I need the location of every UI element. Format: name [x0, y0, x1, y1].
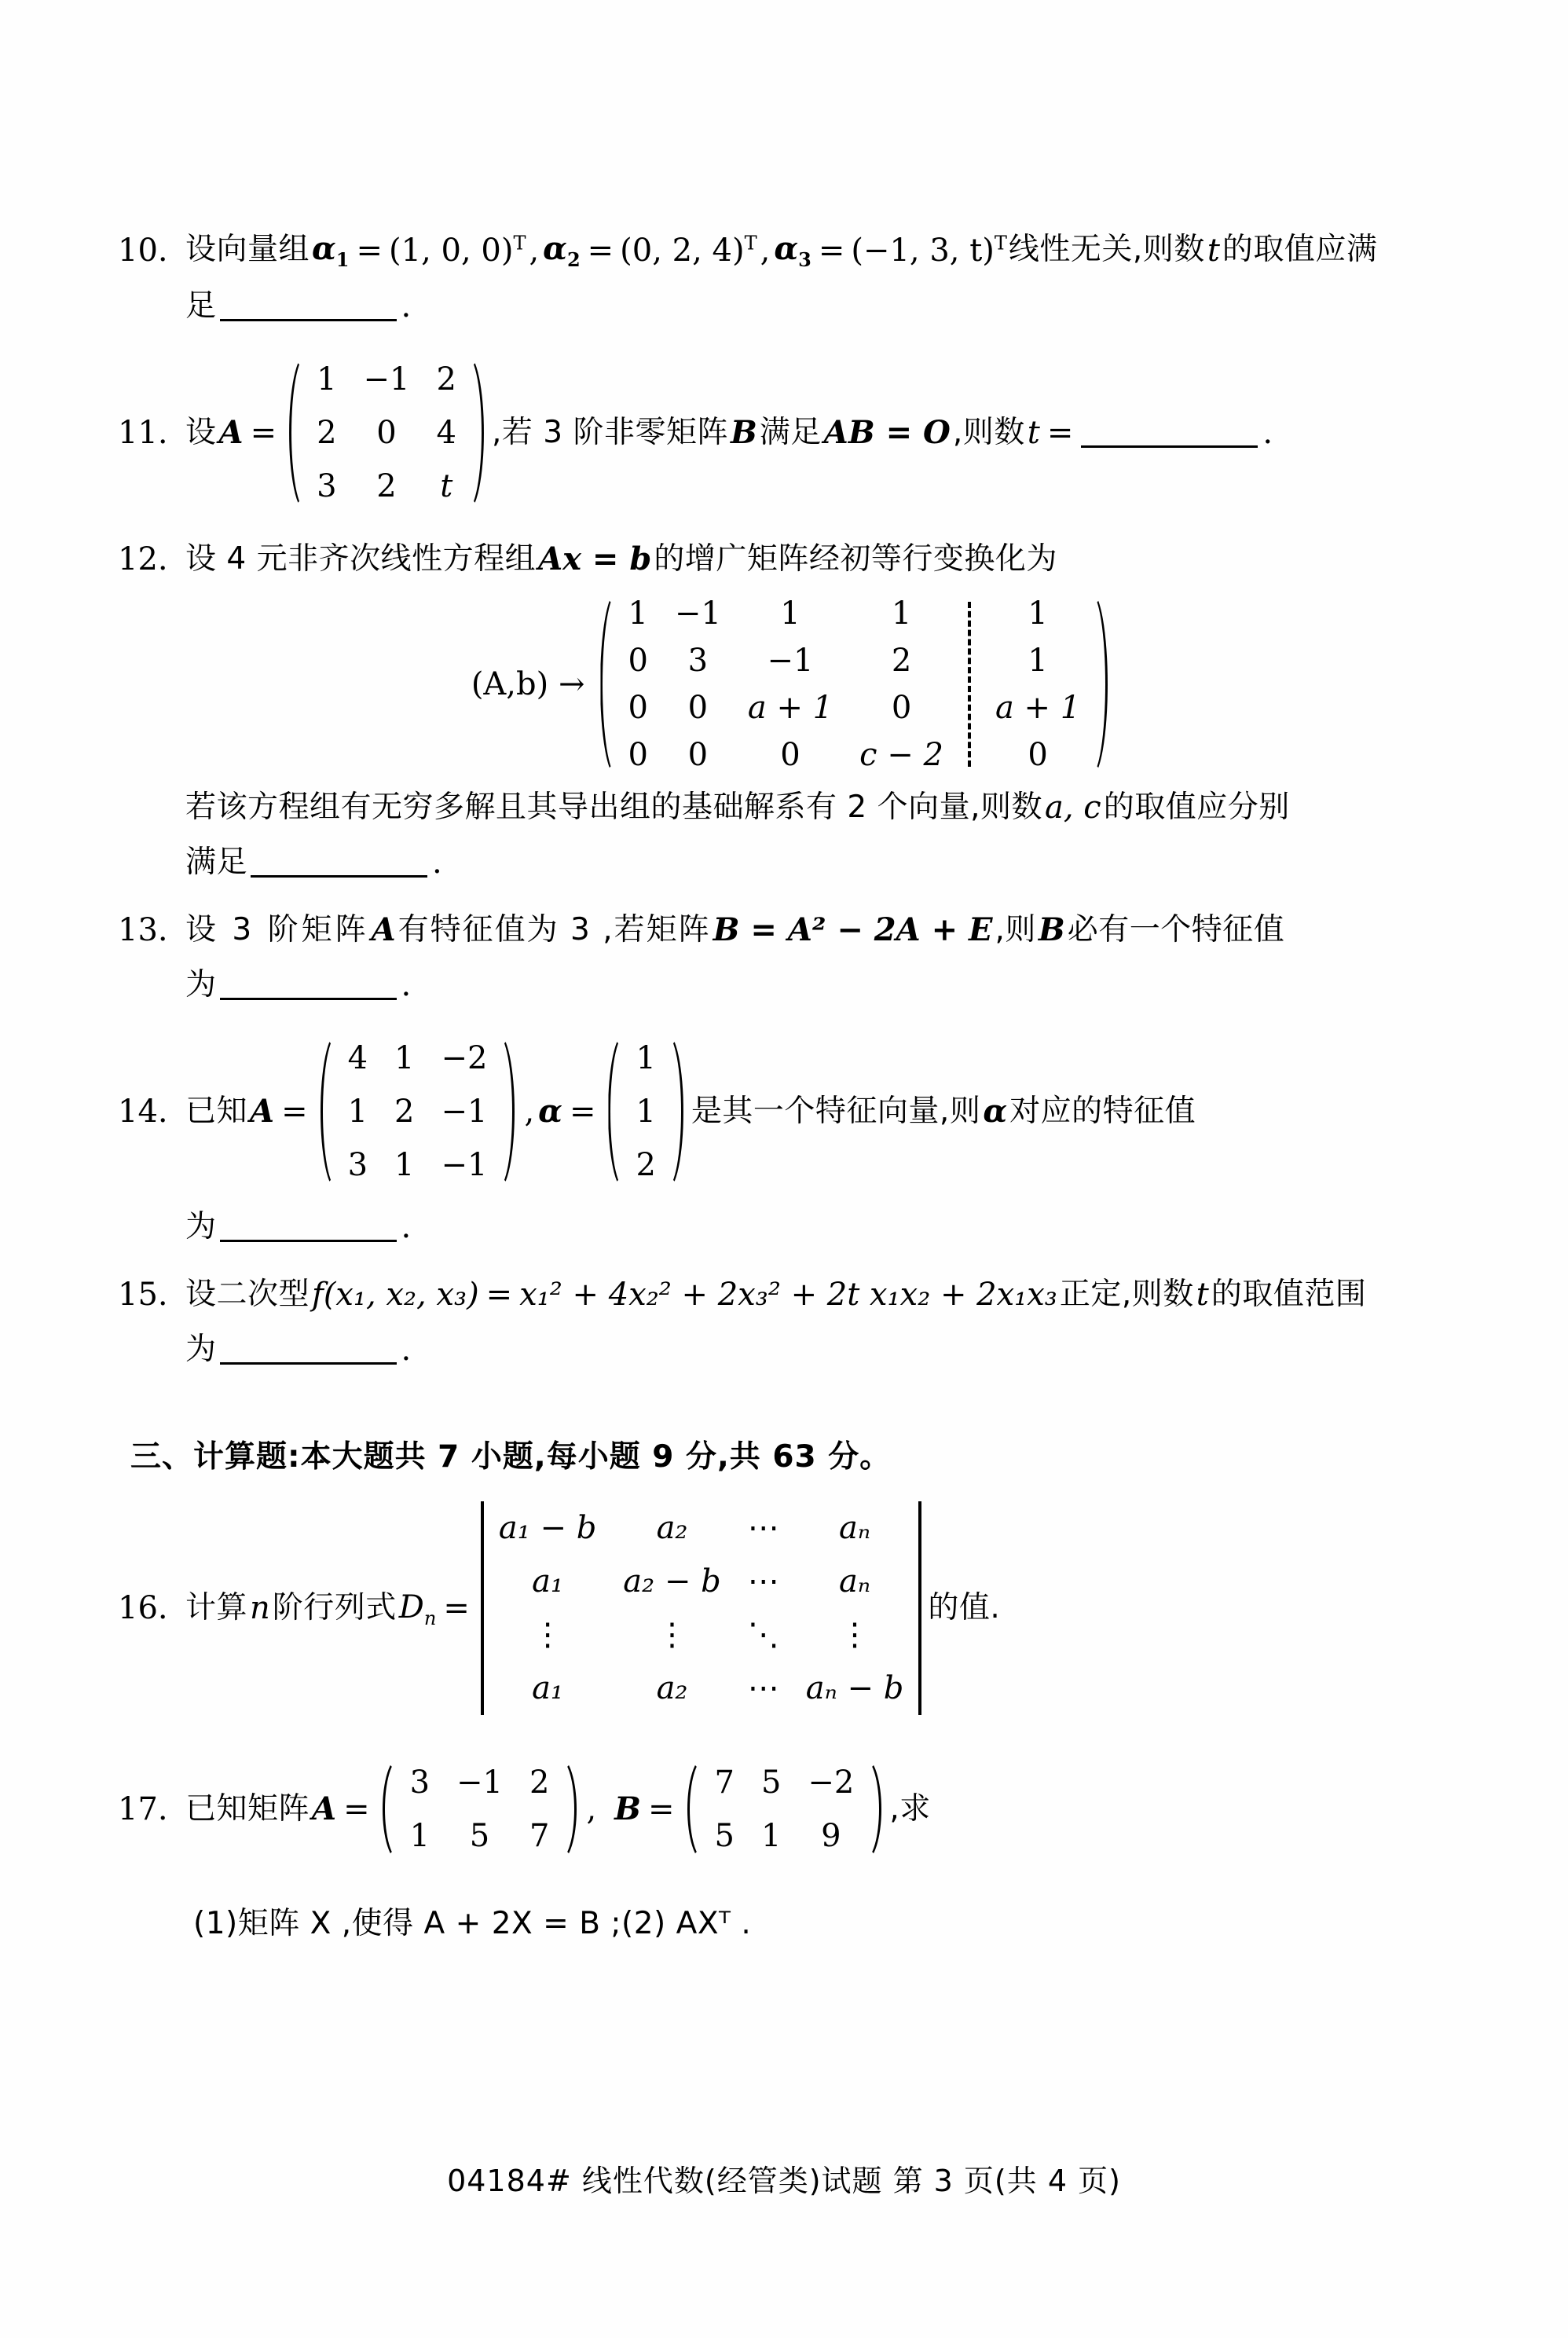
matrix-cell: 5 [714, 1818, 735, 1855]
matrix-cell: aₙ [839, 1563, 871, 1600]
left-paren [684, 1756, 702, 1863]
matrix-cell: 0 [1028, 737, 1048, 774]
quadratic-form-f: f(x₁, x₂, x₃) [312, 1277, 479, 1314]
matrix-cell: a₁ [532, 1670, 564, 1707]
answer-blank-10[interactable] [220, 292, 397, 321]
matrix-cell: −1 [441, 1147, 488, 1184]
matrix-cell: 1 [891, 595, 912, 632]
section-three-heading-row [118, 1432, 1469, 1476]
matrix-A-q17 [379, 1756, 581, 1863]
var-t-q15: t [1196, 1277, 1209, 1314]
question-17-subitems: (1)矩阵 X ,使得 A + 2X = B ;(2) AXᵀ . [193, 1906, 752, 1942]
matrix-row [614, 684, 1094, 731]
matrix-B-label-q11: B [730, 414, 757, 452]
question-14-text-a: 已知 [185, 1094, 248, 1130]
augmented-matrix-lead: (A,b) → [471, 666, 585, 703]
equation-B-A2: B = A² − 2A + E [713, 911, 993, 949]
matrix-cell: 2 [376, 468, 397, 505]
left-paren [317, 1032, 335, 1192]
alpha-label2-q14: α [983, 1093, 1008, 1131]
matrix-cell: 1 [636, 1094, 656, 1131]
alpha-label-q14: α [538, 1093, 562, 1131]
matrix-cell: 4 [347, 1040, 368, 1077]
matrix-cell: 1 [347, 1094, 368, 1131]
question-10-text-a: 设向量组 [185, 232, 310, 268]
question-15-number: 15. [118, 1277, 168, 1314]
matrix-cell: 3 [687, 643, 709, 680]
matrix-row [622, 1085, 669, 1138]
matrix-A-label-q11: A [218, 414, 244, 452]
question-11-text-b: ,若 3 阶非零矩阵 [491, 415, 728, 451]
matrix-cell: 0 [891, 690, 912, 727]
augmented-divider [968, 602, 971, 767]
question-14-number: 14. [118, 1094, 168, 1131]
matrix-cell: −1 [767, 643, 814, 680]
augmented-matrix-display [118, 590, 1469, 779]
matrix-cell: ⋯ [747, 1670, 779, 1707]
question-11-period: . [1262, 415, 1273, 452]
vector-alpha-q14 [605, 1032, 686, 1192]
matrix-row [335, 1085, 501, 1138]
question-17-text-b: ,求 [889, 1791, 931, 1827]
right-paren [669, 1032, 687, 1192]
question-12-period: . [432, 845, 442, 881]
answer-blank-14[interactable] [220, 1213, 397, 1242]
question-10 [118, 228, 1469, 328]
equals2-q14: = [569, 1094, 596, 1131]
matrix-row [397, 1809, 563, 1863]
matrix-cell: −1 [363, 361, 410, 398]
question-14-period: . [401, 1209, 412, 1246]
question-10-text-c: 的取值应满 [1222, 232, 1378, 268]
equation-Ax-b: Ax = b [538, 541, 652, 578]
answer-blank-12[interactable] [251, 848, 427, 878]
comma-2: , [760, 232, 771, 269]
question-14-text-b: 是其一个特征向量,则 [691, 1094, 981, 1130]
question-10-text-b: 线性无关,则数 [1008, 232, 1205, 268]
matrix-cell: 2 [317, 415, 337, 452]
equals-q14: = [281, 1094, 308, 1131]
matrix-cell: ⋮ [656, 1617, 688, 1654]
matrix-cell: aₙ − b [805, 1670, 904, 1707]
matrix-row [485, 1555, 917, 1608]
matrix-row [614, 590, 1094, 637]
question-17-number: 17. [118, 1791, 168, 1828]
matrix-cell: 1 [636, 1040, 656, 1077]
matrix-cell: a₁ [532, 1563, 564, 1600]
matrix-cell: 1 [394, 1040, 415, 1077]
question-12-text-a: 设 4 元非齐次线性方程组 [185, 541, 537, 577]
question-10-number: 10. [118, 232, 168, 269]
matrix-cell: ⋮ [839, 1617, 871, 1654]
vector-2: (0, 2, 4)$^T$ [620, 232, 757, 269]
question-12-text-b: 的增广矩阵经初等行变换化为 [654, 541, 1057, 577]
equals-3: = [818, 232, 845, 269]
matrix-B-label-q17: B [614, 1790, 641, 1828]
question-13-text-d: 必有一个特征值 [1067, 912, 1285, 948]
matrix-cell: 1 [760, 1818, 782, 1855]
matrix-cell: a₂ [656, 1510, 688, 1547]
right-paren [562, 1756, 580, 1863]
question-15-text-b: 正定,则数 [1059, 1277, 1194, 1313]
matrix-B-label-q13: B [1038, 911, 1065, 949]
matrix-row [485, 1662, 917, 1715]
matrix-cell: ⋱ [747, 1617, 779, 1654]
question-14-answer-prefix: 为 [185, 1209, 217, 1245]
question-15-answer-prefix: 为 [185, 1332, 217, 1368]
question-16 [118, 1501, 1469, 1715]
question-15-period: . [401, 1332, 412, 1369]
matrix-cell: −1 [441, 1094, 488, 1131]
matrix-row [303, 353, 470, 406]
matrix-A-label-q17: A [312, 1790, 337, 1828]
question-15-text-c: 的取值范围 [1211, 1277, 1367, 1313]
question-11-text-a: 设 [185, 415, 217, 451]
question-11 [118, 353, 1469, 513]
matrix-row [614, 731, 1094, 779]
question-13-text-b: 有特征值为 3 ,若矩阵 [397, 912, 711, 948]
comma-q14: , [524, 1094, 535, 1131]
vars-a-c: a, c [1045, 790, 1101, 826]
question-12-text-c: 若该方程组有无穷多解且其导出组的基础解系有 2 个向量,则数 [185, 790, 1043, 826]
question-12-text-d: 的取值应分别 [1103, 790, 1290, 826]
matrix-cell: t [440, 468, 453, 505]
var-t-q11: t [1027, 415, 1040, 452]
matrix-cell: 3 [317, 468, 337, 505]
equals-q16: = [443, 1590, 470, 1627]
equals2-q17: = [647, 1791, 675, 1828]
matrix-cell: −2 [808, 1764, 855, 1801]
right-paren [500, 1032, 518, 1192]
matrix-row [622, 1032, 669, 1085]
equals-q15: = [485, 1277, 513, 1314]
question-13-text-c: ,则 [995, 912, 1036, 948]
right-paren [867, 1756, 885, 1863]
question-10-answer-prefix: 足 [185, 288, 217, 324]
equals2-q11: = [1046, 415, 1074, 452]
question-13-period: . [401, 967, 412, 1004]
matrix-cell: 5 [760, 1764, 782, 1801]
matrix-cell: ⋮ [532, 1617, 564, 1654]
left-paren [379, 1756, 397, 1863]
determinant-q16 [479, 1501, 923, 1715]
question-16-text-b: 阶行列式 [272, 1590, 397, 1626]
question-10-period: . [401, 288, 412, 325]
question-13-answer-prefix: 为 [185, 967, 217, 1003]
equals-1: = [356, 232, 383, 269]
page-content [118, 228, 1469, 1950]
matrix-A-label-q13: A [371, 911, 396, 949]
matrix-row [303, 460, 470, 513]
quadratic-form-expr: x₁² + 4x₂² + 2x₃² + 2t x₁x₂ + 2x₁x₃ [519, 1277, 1057, 1314]
matrix-cell: c − 2 [859, 737, 943, 774]
equals-q11: = [250, 415, 277, 452]
var-t-q10: t [1207, 232, 1220, 269]
matrix-cell: 0 [376, 415, 397, 452]
page-footer: 04184# 线性代数(经管类)试题 第 3 页(共 4 页) [447, 2164, 1121, 2198]
question-17 [118, 1756, 1469, 1945]
matrix-row [335, 1138, 501, 1192]
comma-q17: , [586, 1791, 597, 1828]
matrix-row [397, 1756, 563, 1809]
matrix-row [485, 1608, 917, 1662]
matrix-cell: 0 [628, 643, 648, 680]
matrix-cell: 1 [628, 595, 648, 632]
matrix-cell: 0 [687, 690, 709, 727]
matrix-cell: 2 [436, 361, 456, 398]
matrix-cell: 0 [687, 737, 709, 774]
matrix-A-q11 [286, 353, 487, 513]
matrix-cell: a + 1 [747, 690, 833, 727]
left-paren [597, 590, 614, 779]
question-16-text-a: 计算 [185, 1590, 248, 1626]
equals-2: = [587, 232, 614, 269]
matrix-cell: 0 [780, 737, 800, 774]
matrix-row [614, 637, 1094, 684]
matrix-row [303, 406, 470, 460]
matrix-row [622, 1138, 669, 1192]
matrix-cell: 1 [780, 595, 800, 632]
question-13-number: 13. [118, 912, 168, 949]
answer-blank-15[interactable] [220, 1336, 397, 1365]
left-paren [286, 353, 303, 513]
determinant-label-D: $D_n$ [398, 1589, 437, 1629]
question-12-number: 12. [118, 541, 168, 578]
question-15-text-a: 设二次型 [185, 1277, 310, 1313]
var-n-q16: n [250, 1590, 270, 1627]
matrix-row [702, 1756, 868, 1809]
comma-1: , [529, 232, 540, 269]
matrix-cell: −1 [456, 1764, 503, 1801]
question-16-text-c: 的值. [928, 1590, 1001, 1626]
determinant-left-bar [481, 1501, 484, 1715]
matrix-cell: −1 [674, 595, 721, 632]
matrix-row [702, 1809, 868, 1863]
matrix-A-label-q14: A [250, 1093, 275, 1131]
matrix-A-q14 [317, 1032, 518, 1192]
section-three-heading: 三、计算题:本大题共 7 小题,每小题 9 分,共 63 分。 [130, 1439, 892, 1475]
matrix-cell: 1 [394, 1147, 415, 1184]
matrix-cell: 1 [409, 1818, 430, 1855]
matrix-cell: 4 [436, 415, 456, 452]
alpha-1: $\alpha_1$ [312, 230, 350, 271]
answer-blank-11[interactable] [1081, 419, 1258, 448]
question-17-text-a: 已知矩阵 [185, 1791, 310, 1827]
question-12-answer-prefix: 满足 [185, 845, 248, 881]
question-15 [118, 1273, 1469, 1371]
question-12 [118, 538, 1469, 884]
alpha-3: $\alpha_3$ [774, 230, 811, 271]
vector-1: (1, 0, 0)$^T$ [389, 232, 526, 269]
vector-3: (−1, 3, t)$^T$ [851, 232, 1007, 269]
determinant-right-bar [918, 1501, 921, 1715]
question-13 [118, 909, 1469, 1006]
matrix-cell: 2 [529, 1764, 550, 1801]
matrix-cell: 7 [529, 1818, 550, 1855]
equation-AB-O: AB = O [823, 414, 951, 452]
question-11-text-d: ,则数 [952, 415, 1025, 451]
matrix-row [485, 1501, 917, 1555]
question-13-text-a: 设 3 阶矩阵 [185, 912, 369, 948]
matrix-cell: 0 [628, 737, 648, 774]
matrix-cell: 1 [317, 361, 337, 398]
right-paren [470, 353, 487, 513]
answer-blank-13[interactable] [220, 971, 397, 1000]
matrix-cell: a₂ [656, 1670, 688, 1707]
matrix-cell: ⋯ [747, 1563, 779, 1600]
matrix-B-q17 [684, 1756, 885, 1863]
equals-q17: = [343, 1791, 370, 1828]
augmented-matrix-q12 [597, 590, 1111, 779]
matrix-cell: 3 [409, 1764, 430, 1801]
matrix-cell: 1 [1028, 595, 1048, 632]
matrix-cell: 7 [714, 1764, 735, 1801]
matrix-cell: 1 [1028, 643, 1048, 680]
alpha-2: $\alpha_2$ [543, 230, 581, 271]
matrix-cell: aₙ [839, 1510, 871, 1547]
right-paren [1094, 590, 1111, 779]
matrix-cell: a + 1 [995, 690, 1081, 727]
matrix-cell: 5 [469, 1818, 490, 1855]
matrix-cell: a₂ − b [623, 1563, 721, 1600]
matrix-cell: 2 [394, 1094, 415, 1131]
matrix-cell: a₁ − b [498, 1510, 597, 1547]
matrix-cell: 3 [347, 1147, 368, 1184]
question-14-text-c: 对应的特征值 [1009, 1094, 1196, 1130]
question-14 [118, 1032, 1469, 1248]
matrix-cell: 2 [891, 643, 912, 680]
matrix-cell: ⋯ [747, 1510, 779, 1547]
matrix-cell: 2 [636, 1147, 656, 1184]
matrix-cell: 0 [628, 690, 648, 727]
question-11-text-c: 满足 [759, 415, 822, 451]
question-16-number: 16. [118, 1590, 168, 1627]
matrix-row [335, 1032, 501, 1085]
question-11-number: 11. [118, 415, 168, 452]
matrix-cell: 9 [821, 1818, 841, 1855]
matrix-cell: −2 [441, 1040, 488, 1077]
left-paren [605, 1032, 622, 1192]
